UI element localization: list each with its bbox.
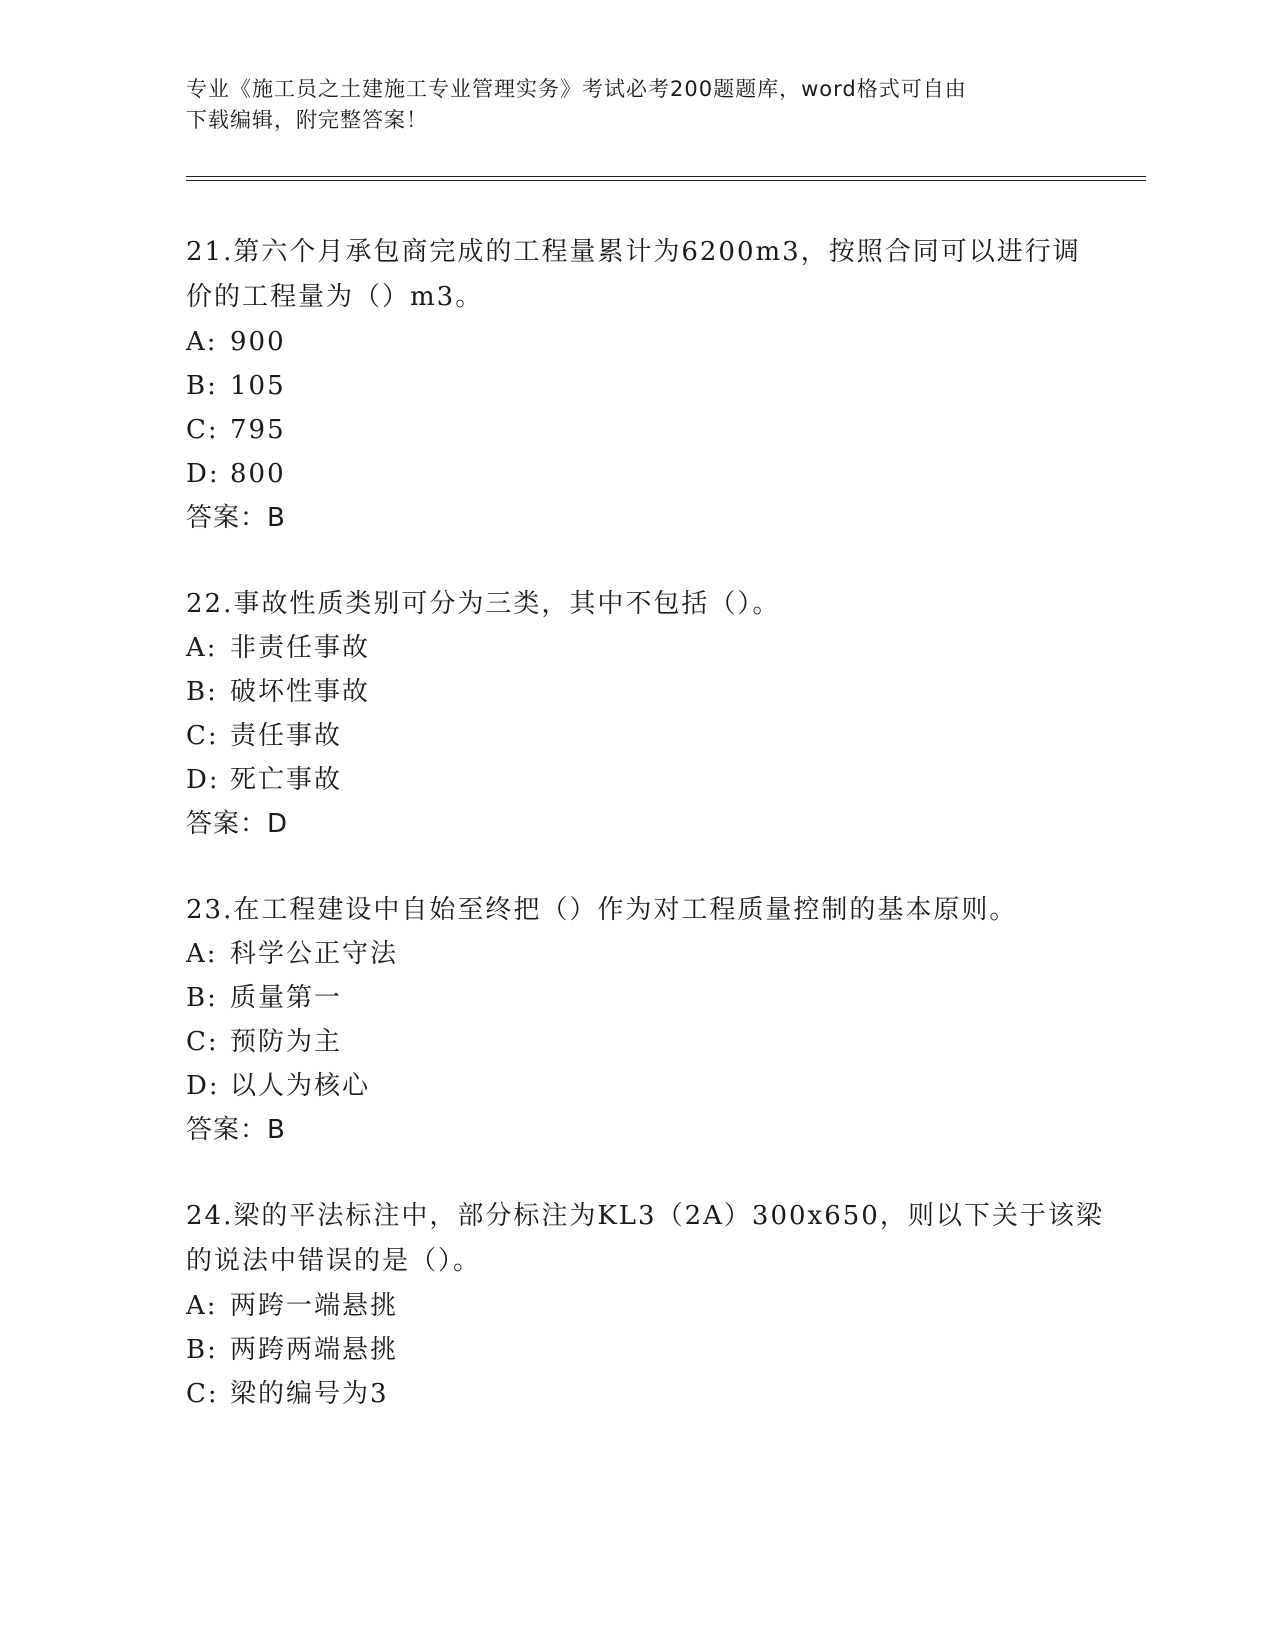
option-text: 800 xyxy=(230,459,286,489)
question-stem-line: 价的工程量为（）m3。 xyxy=(186,282,484,312)
option-text: 科学公正守法 xyxy=(230,939,399,969)
header-divider-bottom xyxy=(186,180,1146,181)
option-letter: A: xyxy=(186,939,218,969)
question-stem-line: 23.在工程建设中自始至终把（）作为对工程质量控制的基本原则。 xyxy=(186,895,1018,925)
option-b xyxy=(186,670,370,715)
option-text: 两跨两端悬挑 xyxy=(230,1335,399,1365)
answer-text: 答案：B xyxy=(186,1115,286,1145)
option-letter: C: xyxy=(186,721,219,751)
option-b xyxy=(186,976,342,1021)
option-text: 非责任事故 xyxy=(230,633,371,663)
option-letter: B: xyxy=(186,371,218,401)
question-stem-line: 22.事故性质类别可分为三类，其中不包括（）。 xyxy=(186,589,781,619)
question-stem-line: 24.梁的平法标注中，部分标注为KL3（2A）300x650，则以下关于该梁 xyxy=(186,1201,1104,1231)
option-letter: C: xyxy=(186,1379,219,1409)
option-text: 梁的编号为3 xyxy=(230,1379,389,1409)
document-header xyxy=(186,74,1066,136)
option-b xyxy=(186,364,286,409)
option-d xyxy=(186,1064,370,1109)
option-text: 死亡事故 xyxy=(230,765,343,795)
question-stem xyxy=(186,582,1086,627)
option-text: 795 xyxy=(230,415,286,445)
option-text: 两跨一端悬挑 xyxy=(230,1291,399,1321)
header-line-1: 专业《施工员之土建施工专业管理实务》考试必考200题题库，word格式可自由 xyxy=(186,77,967,101)
option-letter: B: xyxy=(186,677,218,707)
option-c xyxy=(186,408,286,453)
option-letter: A: xyxy=(186,633,218,663)
option-text: 预防为主 xyxy=(230,1027,343,1057)
option-a xyxy=(186,1284,398,1329)
option-text: 破坏性事故 xyxy=(230,677,371,707)
question-stem-line: 的说法中错误的是（）。 xyxy=(186,1246,482,1276)
header-line-2: 下载编辑，附完整答案！ xyxy=(186,108,428,132)
question-stem xyxy=(186,888,1086,933)
option-letter: A: xyxy=(186,1291,218,1321)
option-letter: A: xyxy=(186,327,218,357)
option-letter: B: xyxy=(186,983,218,1013)
option-text: 105 xyxy=(230,371,286,401)
option-letter: D: xyxy=(186,459,220,489)
option-d xyxy=(186,452,286,497)
option-c xyxy=(186,714,342,759)
option-text: 900 xyxy=(230,327,286,357)
answer-text: 答案：B xyxy=(186,503,286,533)
question-stem xyxy=(186,230,1086,320)
option-letter: D: xyxy=(186,765,220,795)
option-a xyxy=(186,626,370,671)
option-d xyxy=(186,758,342,803)
option-letter: C: xyxy=(186,1027,219,1057)
question-stem xyxy=(186,1194,1104,1284)
header-divider-top xyxy=(186,176,1146,177)
answer-text: 答案：D xyxy=(186,809,289,839)
option-c xyxy=(186,1372,389,1417)
option-c xyxy=(186,1020,342,1065)
option-letter: D: xyxy=(186,1071,220,1101)
option-letter: B: xyxy=(186,1335,218,1365)
option-a xyxy=(186,932,398,977)
option-a xyxy=(186,320,286,365)
option-text: 质量第一 xyxy=(230,983,343,1013)
option-text: 责任事故 xyxy=(230,721,343,751)
option-text: 以人为核心 xyxy=(230,1071,371,1101)
option-b xyxy=(186,1328,398,1373)
question-stem-line: 21.第六个月承包商完成的工程量累计为6200m3，按照合同可以进行调 xyxy=(186,237,1081,267)
option-letter: C: xyxy=(186,415,219,445)
